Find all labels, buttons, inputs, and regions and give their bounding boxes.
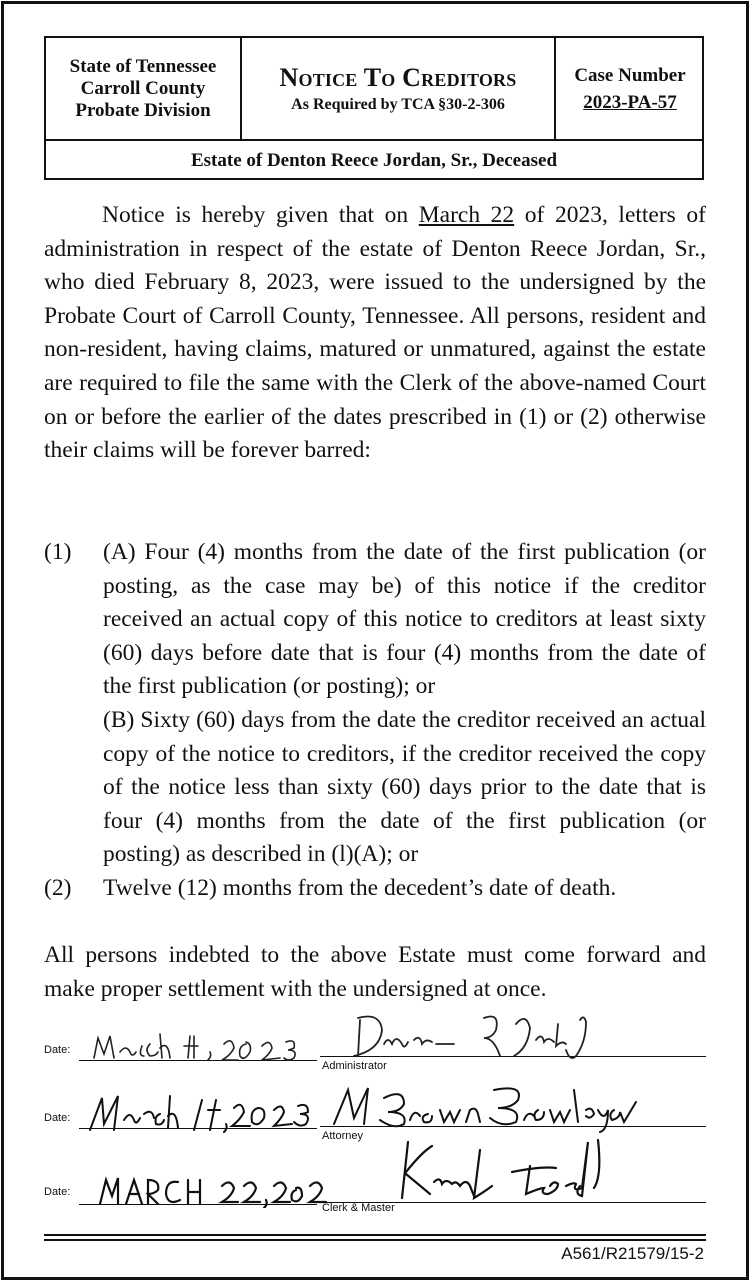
intro-text-end: of 2023, letters of administration in respect of the estate of Denton Reece Jordan, Sr., who died February 8, 2023, were issued to the undersigned by the Probate Court of Carroll County, Tennessee. All persons, resident and non-resident, having claims, matured or unmatured, against the estate are required to file the same with the Clerk of the above-named Court on or before the earlier of the dates prescribed in (1) or (2) otherwise their claims will be forever barred: bbox=[44, 202, 706, 464]
item-number: (1) bbox=[44, 539, 72, 565]
date-label: Date: bbox=[44, 1044, 71, 1056]
attorney-signature bbox=[324, 1080, 664, 1134]
footer-rule bbox=[44, 1234, 706, 1236]
handwritten-date bbox=[84, 1092, 324, 1136]
intro-paragraph bbox=[44, 199, 706, 468]
administrator-signature bbox=[344, 1010, 604, 1062]
court-line: State of Tennessee bbox=[69, 55, 217, 77]
item-text: Twelve (12) months from the decedent’s date of death. bbox=[103, 875, 617, 901]
footer-rule bbox=[44, 1239, 706, 1241]
court-line: Carroll County bbox=[80, 77, 206, 99]
item-number: (2) bbox=[44, 875, 72, 901]
court-line: Probate Division bbox=[75, 99, 211, 121]
notice-title: Notice To Creditors bbox=[279, 62, 517, 92]
item-part-a: (A) Four (4) months from the date of the first publication (or posting, as the case may be) of this notice if the creditor received an actual copy of this notice to creditors at least sixty (60) days before date that is four (4) months from the date of the first publication (or posting); or bbox=[103, 539, 706, 700]
case-label: Case Number bbox=[574, 64, 686, 86]
item-part-b: (B) Sixty (60) days from the date the creditor received an actual copy of the notice to creditors, if the creditor received the copy of the notice less than sixty (60) days prior to the date that is four (4) months from the date of the first publication (or posting) as described in (l)(A); or bbox=[103, 707, 706, 868]
title-block bbox=[242, 38, 556, 139]
attorney-role-label: Attorney bbox=[322, 1130, 363, 1142]
closing-paragraph: All persons indebted to the above Estate must come forward and make proper settlement with the undersigned at once. bbox=[44, 942, 706, 1002]
handwritten-date bbox=[96, 1172, 336, 1208]
notice-header bbox=[44, 36, 704, 180]
signature-row-clerk bbox=[44, 1156, 706, 1216]
ad-code: A561/R21579/15-2 bbox=[561, 1244, 704, 1263]
date-label: Date: bbox=[44, 1186, 71, 1198]
intro-text-start: Notice is hereby given that on bbox=[102, 202, 419, 228]
clerk-signature bbox=[362, 1136, 622, 1206]
case-block bbox=[556, 38, 704, 139]
handwritten-date bbox=[90, 1030, 310, 1066]
court-block bbox=[46, 38, 242, 139]
date-label: Date: bbox=[44, 1112, 71, 1124]
signature-row-administrator bbox=[44, 1010, 706, 1070]
clerk-role-label: Clerk & Master bbox=[322, 1202, 395, 1214]
statute-subtitle: As Required by TCA §30-2-306 bbox=[291, 95, 505, 113]
estate-line: Estate of Denton Reece Jordan, Sr., Deceased bbox=[46, 139, 702, 180]
administrator-role-label: Administrator bbox=[322, 1060, 387, 1072]
case-number: 2023-PA-57 bbox=[583, 91, 677, 113]
issue-date: March 22 bbox=[418, 202, 515, 228]
signature-row-attorney bbox=[44, 1078, 706, 1142]
